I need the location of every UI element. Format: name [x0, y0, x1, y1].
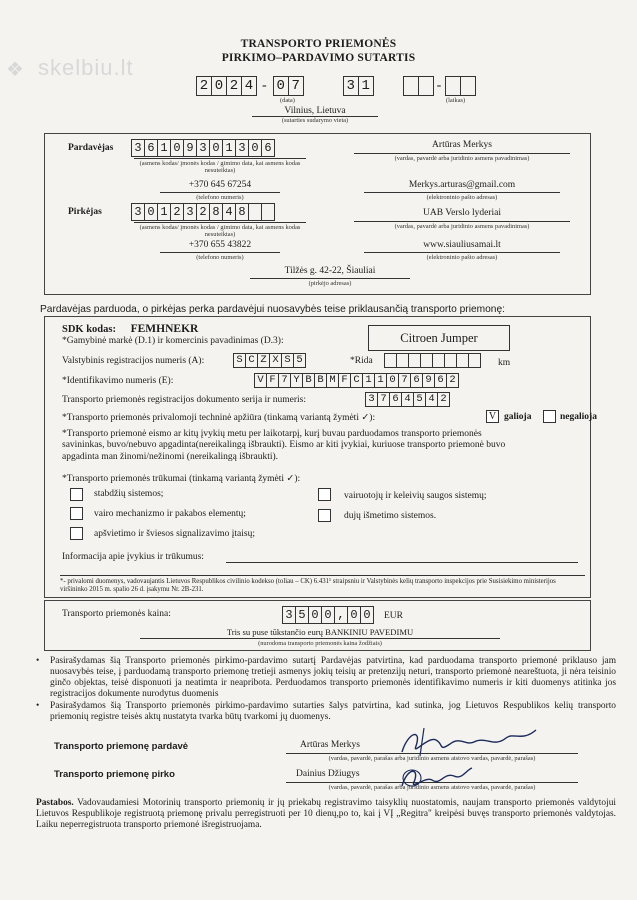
- time-minutes-cell[interactable]: [460, 76, 476, 96]
- vin-label: *Identifikavimo numeris (E):: [62, 376, 174, 386]
- buyer-signature-label: Transporto priemonę pirko: [54, 769, 175, 780]
- seller-signature-icon: [394, 722, 544, 762]
- reg-cell[interactable]: 5: [293, 353, 306, 368]
- reg-cell[interactable]: S: [233, 353, 246, 368]
- bullet-2: • Pasirašydamos šią Transporto priemonės pirkimo-pardavimo sutarties šalys patvirtina, kad sutinka, jog Lietuvos Respublikos kelių transporto priemonių registre teisės aktų nustatyta tvarka būtų tvarkomi jų duomenys.: [36, 701, 616, 722]
- buyer-signature-caption: (vardas, pavardė, parašas arba juridinio asmens atstovo vardas, pavardė, parašas): [286, 782, 578, 791]
- defect-label-lights: apšvietimo ir šviesos signalizavimo įtaisų;: [94, 529, 255, 539]
- buyer-code-cell[interactable]: 2: [196, 203, 210, 221]
- inspection-invalid-label: negalioja: [560, 412, 597, 422]
- note-text: Vadovaudamiesi Motorinių transporto priemonių ir jų priekabų registravimo taisyklių nuostatomis, naujam transporto priemonės valdytojui Lietuvos Respublikoje registruotą priemonę privalu perregistruoti per 10 dienų,po to, kai į VĮ „Regitra" kreipėsi buvęs transporto priemonės valdytojas. Laiku neperregistruota transporto priemonė išregistruojama.: [36, 798, 616, 830]
- buyer-name: UAB Verslo lyderiai: [423, 208, 501, 218]
- buyer-code-cell[interactable]: 8: [209, 203, 223, 221]
- defect-label-exhaust: dujų išmetimo sistemos.: [344, 511, 437, 521]
- date-month-cell[interactable]: 7: [288, 76, 304, 96]
- time-label: (laikas): [446, 97, 466, 104]
- vin-cell[interactable]: 7: [278, 373, 291, 388]
- vin-cell[interactable]: B: [302, 373, 315, 388]
- accident-line-3: apgadinta man žinomi/nežinomi (nereikalingą išbraukti).: [62, 451, 279, 462]
- sdk-label: SDK kodas:: [62, 324, 116, 335]
- price-field[interactable]: [282, 606, 373, 624]
- price-cell[interactable]: ,: [334, 606, 348, 624]
- seller-code-cell[interactable]: 6: [144, 139, 158, 157]
- sdk-row: [62, 323, 198, 335]
- price-words-label: (nurodoma transporto priemonės kaina žodžiais): [140, 638, 500, 647]
- bullet-1: • Pasirašydamas šią Transporto priemonės pirkimo-pardavimo sutartį Pardavėjas patvirtina, kad parduodama transporto priemonė priklauso jam nuosavybės teise, į parduodamą transporto priemonę tretieji asmenys jokių teisių ar pretenzijų neturi, transporto priemonė neareštuota, ji nėra teisinio ginčo objektas, teisė disponuoti ja neatimta ir neapribota. Perduodamos transporto priemonės identifikavimo numeris ir kiti duomenys atitinka jos registracijos dokumente nurodytus duomenis: [36, 656, 616, 699]
- seller-role: Pardavėjas: [68, 143, 114, 153]
- date-day[interactable]: [343, 76, 373, 96]
- date-day-cell[interactable]: 3: [343, 76, 359, 96]
- bullets: [36, 656, 616, 723]
- reg-cell[interactable]: C: [245, 353, 258, 368]
- price-currency: EUR: [384, 611, 403, 621]
- place-label: (sutarties sudarymo vieta): [252, 116, 378, 124]
- seller-signature-label: Transporto priemonę pardavė: [54, 741, 189, 752]
- vin-cell[interactable]: 6: [434, 373, 447, 388]
- buyer-code-cell[interactable]: 2: [170, 203, 184, 221]
- reg-label: Valstybinis registracijos numeris (A):: [62, 356, 205, 366]
- vin-cell[interactable]: M: [326, 373, 339, 388]
- make-value[interactable]: Citroen Jumper: [368, 325, 510, 351]
- buyer-code-label: (asmens kodas/ įmonės kodas / gimimo data, kai asmens kodas nesuteiktas): [134, 222, 306, 238]
- title-line-1: TRANSPORTO PRIEMONĖS: [240, 38, 397, 50]
- inspection-label: *Transporto priemonės privalomoji techninė apžiūra (tinkamą variantą žymėti ✓):: [62, 413, 376, 423]
- price-cell[interactable]: 0: [347, 606, 361, 624]
- price-cell[interactable]: 0: [360, 606, 374, 624]
- accident-text: [62, 429, 578, 463]
- watermark-logo-icon: ❖: [6, 59, 25, 81]
- seller-email-label: (elektroninio pašto adresas): [364, 192, 560, 201]
- time-hours-cell[interactable]: [418, 76, 434, 96]
- seller-phone-label: (telefono numeris): [160, 192, 280, 201]
- vin-cell[interactable]: 0: [386, 373, 399, 388]
- defect-checkbox-steering[interactable]: [70, 507, 83, 520]
- vin-cell[interactable]: 1: [362, 373, 375, 388]
- date-field: [196, 76, 475, 96]
- buyer-phone-label: (telefono numeris): [160, 252, 280, 261]
- date-label: (data): [280, 97, 295, 104]
- price-cell[interactable]: 0: [308, 606, 322, 624]
- note: [36, 798, 616, 831]
- date-day-cell[interactable]: 1: [358, 76, 374, 96]
- buyer-code-cell[interactable]: [248, 203, 262, 221]
- vin-cell[interactable]: V: [254, 373, 267, 388]
- inspection-invalid-checkbox[interactable]: [543, 410, 556, 423]
- seller-code-cell[interactable]: 3: [235, 139, 249, 157]
- incident-info-field[interactable]: [226, 562, 578, 563]
- price-label: Transporto priemonės kaina:: [62, 609, 171, 619]
- seller-email: Merkys.arturas@gmail.com: [408, 180, 516, 190]
- doc-cell[interactable]: 2: [437, 392, 450, 407]
- seller-code-cell[interactable]: 0: [170, 139, 184, 157]
- intro-text: Pardavėjas parduoda, o pirkėjas perka pardavėjui nuosavybės teise priklausančią transporto priemonę:: [40, 304, 505, 315]
- seller-name-label: (vardas, pavardė arba juridinio asmens pavadinimas): [354, 153, 570, 162]
- inspection-valid-label: galioja: [504, 412, 532, 422]
- buyer-code-field[interactable]: [131, 203, 274, 221]
- buyer-code-cell[interactable]: 1: [157, 203, 171, 221]
- doc-cell[interactable]: 4: [425, 392, 438, 407]
- buyer-signature-name: Dainius Džiugys: [296, 769, 360, 779]
- date-sep: -: [262, 78, 267, 93]
- time-hours-cell[interactable]: [403, 76, 419, 96]
- vin-cell[interactable]: 6: [410, 373, 423, 388]
- seller-code-cell[interactable]: 3: [131, 139, 145, 157]
- doc-label: Transporto priemonės registracijos dokumento serija ir numeris:: [62, 395, 306, 405]
- buyer-code-cell[interactable]: 0: [144, 203, 158, 221]
- reg-cell[interactable]: S: [281, 353, 294, 368]
- accident-line-2: savininkas, buvo/nebuvo apgadinta(nereikalingą išbraukti). Eismo ar kiti įvykiai, kuriuose transporto priemonė buvo: [62, 440, 506, 451]
- bullet-2-text: Pasirašydamos šią Transporto priemonės pirkimo-pardavimo sutarties šalys patvirtina, kad sutinka, jog Lietuvos Respublikos kelių transporto priemonių registre teisės aktų nustatyta tvarka būtų tvarkomi jų duomenys.: [50, 701, 616, 722]
- vin-cell[interactable]: 7: [398, 373, 411, 388]
- reg-field[interactable]: [233, 353, 305, 368]
- vin-cell[interactable]: B: [314, 373, 327, 388]
- price-words: Tris su puse tūkstančio eurų BANKINIU PAVEDIMU: [226, 627, 414, 637]
- vin-cell[interactable]: 1: [374, 373, 387, 388]
- time-minutes-cell[interactable]: [445, 76, 461, 96]
- buyer-code-cell[interactable]: 3: [131, 203, 145, 221]
- inspection-valid-checkbox[interactable]: V: [486, 410, 499, 423]
- watermark-text: skelbiu.lt: [38, 55, 134, 80]
- doc-field[interactable]: [365, 392, 449, 407]
- buyer-phone: +370 655 43822: [188, 240, 252, 250]
- mileage-field[interactable]: [384, 353, 480, 368]
- time-minutes[interactable]: [445, 76, 475, 96]
- accident-line-1: *Transporto priemonė eismo ar kitų įvykių metu per laikotarpį, kurį buvau parduodamos transporto priemonės: [62, 429, 482, 439]
- date-year[interactable]: [196, 76, 256, 96]
- buyer-code-cell[interactable]: 8: [235, 203, 249, 221]
- seller-phone: +370 645 67254: [188, 180, 252, 190]
- defect-checkbox-lights[interactable]: [70, 527, 83, 540]
- footnote: *- privalomi duomenys, vadovaujantis Lietuvos Respublikos civilinio kodekso (toliau – CK) 6.431¹ straipsniu ir Valstybinės kelių transporto inspekcijos prie Susisiekimo ministerijos viršininko 2015 m. spalio 26 d. įsakymu Nr. 2B-231.: [60, 575, 585, 594]
- seller-code-label: (asmens kodas/ įmonės kodas / gimimo data, kai asmens kodas nesuteiktas): [134, 158, 306, 174]
- seller-code-cell[interactable]: 0: [248, 139, 262, 157]
- buyer-role: Pirkėjas: [68, 207, 102, 217]
- time-hours[interactable]: [403, 76, 433, 96]
- seller-code-cell[interactable]: 1: [222, 139, 236, 157]
- seller-signature-name: Artūras Merkys: [300, 740, 360, 750]
- defect-label-safety: vairuotojų ir keleivių saugos sistemų;: [344, 491, 487, 501]
- vin-cell[interactable]: 2: [446, 373, 459, 388]
- make-label: *Gamybinė markė (D.1) ir komercinis pavadinimas (D.3):: [62, 336, 284, 346]
- doc-cell[interactable]: 7: [377, 392, 390, 407]
- doc-cell[interactable]: 6: [389, 392, 402, 407]
- vin-cell[interactable]: F: [266, 373, 279, 388]
- price-cell[interactable]: 3: [282, 606, 296, 624]
- seller-code-cell[interactable]: 0: [209, 139, 223, 157]
- title-line-2: PIRKIMO–PARDAVIMO SUTARTIS: [221, 52, 416, 64]
- buyer-name-label: (vardas, pavardė arba juridinio asmens pavadinimas): [354, 221, 570, 230]
- defect-label-brakes: stabdžių sistemos;: [94, 489, 164, 499]
- seller-code-cell[interactable]: 9: [183, 139, 197, 157]
- buyer-code-cell[interactable]: 4: [222, 203, 236, 221]
- seller-code-cell[interactable]: 1: [157, 139, 171, 157]
- reg-cell[interactable]: X: [269, 353, 282, 368]
- mileage-cell[interactable]: [468, 353, 481, 368]
- vin-cell[interactable]: 9: [422, 373, 435, 388]
- buyer-address-label: (pirkėjo adresas): [250, 278, 410, 287]
- seller-signature-caption: (vardas, pavardė, parašas arba juridinio asmens atstovo vardas, pavardė, parašas): [286, 753, 578, 762]
- doc-cell[interactable]: 5: [413, 392, 426, 407]
- buyer-address: Tilžės g. 42-22, Šiauliai: [284, 266, 376, 276]
- date-month[interactable]: [273, 76, 303, 96]
- sdk-value: FEMHNEKR: [130, 323, 199, 335]
- reg-cell[interactable]: Z: [257, 353, 270, 368]
- seller-code-cell[interactable]: 6: [261, 139, 275, 157]
- buyer-email: www.siauliusamai.lt: [423, 240, 501, 250]
- buyer-code-cell[interactable]: [261, 203, 275, 221]
- vin-cell[interactable]: C: [350, 373, 363, 388]
- doc-cell[interactable]: 3: [365, 392, 378, 407]
- defects-label: *Transporto priemonės trūkumai (tinkamą variantą žymėti ✓):: [62, 474, 301, 484]
- bullet-1-text: Pasirašydamas šią Transporto priemonės pirkimo-pardavimo sutartį Pardavėjas patvirtina, kad parduodama transporto priemonė priklauso jam nuosavybės teise, į parduodamą transporto priemonę tretieji asmenys jokių teisių ar pretenzijų neturi, transporto priemonė neareštuota, ji nėra teisinio ginčo objektas, teisė disponuoti ja neatimta ir neapribota. Perduodamos transporto priemonės identifikavimo numeris ir kiti duomenys atitinka jos registracijos dokumente nurodytus duomenis: [50, 656, 616, 699]
- doc-cell[interactable]: 4: [401, 392, 414, 407]
- seller-code-cell[interactable]: 3: [196, 139, 210, 157]
- date-year-cell[interactable]: 0: [211, 76, 227, 96]
- defect-checkbox-brakes[interactable]: [70, 488, 83, 501]
- note-label: Pastabos.: [36, 798, 74, 808]
- vin-cell[interactable]: F: [338, 373, 351, 388]
- time-sep: -: [436, 78, 442, 93]
- date-month-cell[interactable]: 0: [273, 76, 289, 96]
- mileage-label: *Rida: [350, 356, 373, 366]
- date-year-cell[interactable]: 4: [241, 76, 257, 96]
- defect-checkbox-exhaust[interactable]: [318, 509, 331, 522]
- place: Vilnius, Lietuva: [284, 106, 346, 116]
- buyer-code-cell[interactable]: 3: [183, 203, 197, 221]
- price-cell[interactable]: 5: [295, 606, 309, 624]
- date-year-cell[interactable]: 2: [196, 76, 212, 96]
- defect-label-steering: vairo mechanizmo ir pakabos elementų;: [94, 509, 246, 519]
- vin-field[interactable]: [254, 373, 458, 388]
- incident-info-label: Informacija apie įvykius ir trūkumus:: [62, 552, 204, 562]
- vin-cell[interactable]: Y: [290, 373, 303, 388]
- buyer-signature-icon: [396, 760, 476, 794]
- seller-code-field[interactable]: [131, 139, 274, 157]
- mileage-unit: km: [498, 358, 511, 368]
- seller-name: Artūras Merkys: [432, 140, 492, 150]
- defect-checkbox-safety[interactable]: [318, 488, 331, 501]
- price-cell[interactable]: 0: [321, 606, 335, 624]
- buyer-email-label: (elektroninio pašto adresas): [364, 252, 560, 261]
- date-year-cell[interactable]: 2: [226, 76, 242, 96]
